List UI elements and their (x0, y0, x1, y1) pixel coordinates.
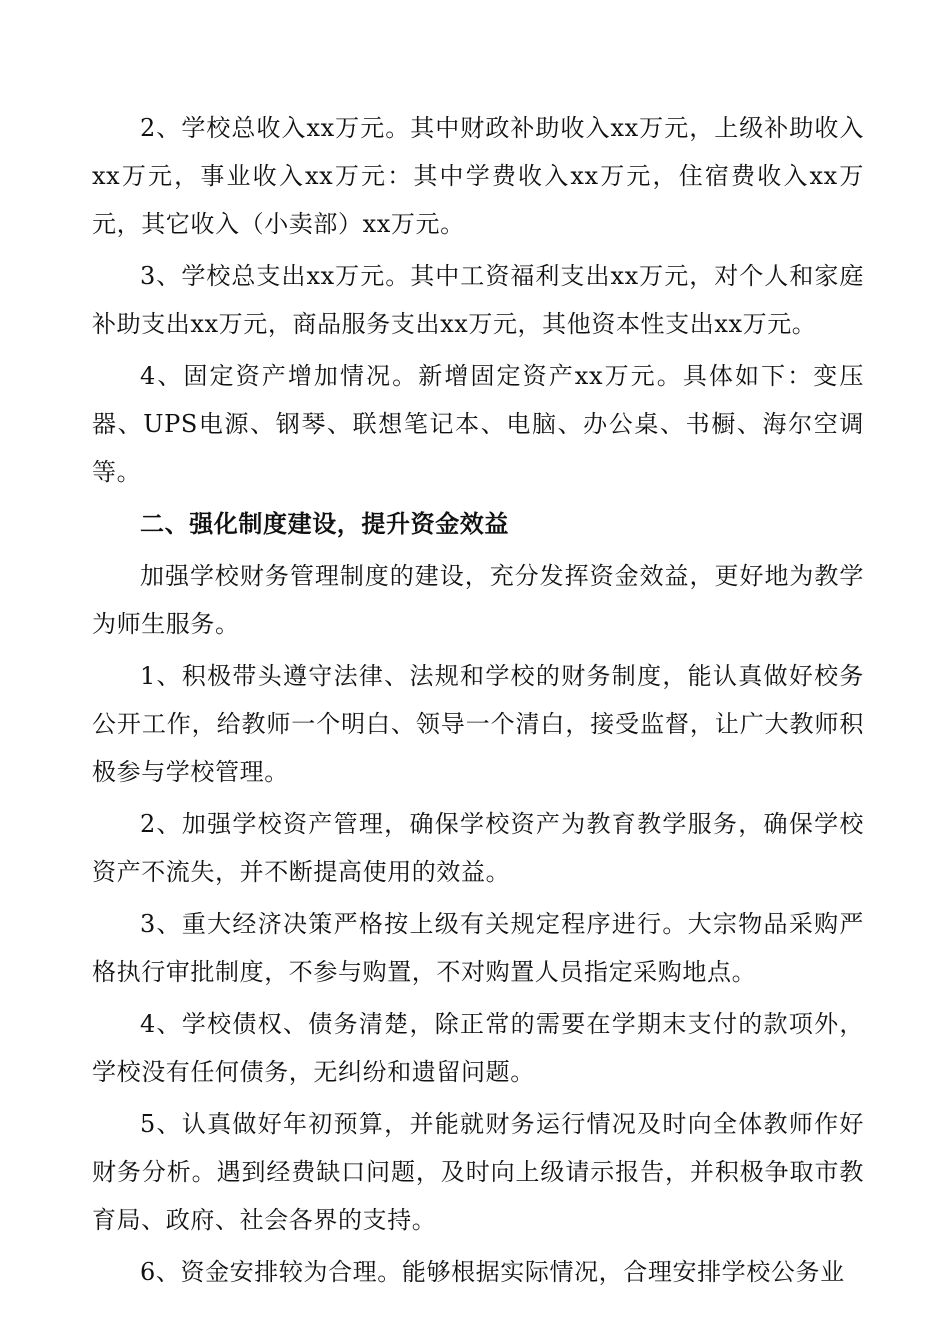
paragraph-total-expenditure: 3、学校总支出xx万元。其中工资福利支出xx万元，对个人和家庭补助支出xx万元，商品服务支出xx万元，其他资本性支出xx万元。 (92, 262, 864, 338)
paragraph-item-1: 1、积极带头遵守法律、法规和学校的财务制度，能认真做好校务公开工作，给教师一个明白、领导一个清白，接受监督，让广大教师积极参与学校管理。 (92, 662, 864, 786)
paragraph-item-4: 4、学校债权、债务清楚，除正常的需要在学期末支付的款项外，学校没有任何债务，无纠纷和遗留问题。 (92, 1010, 864, 1086)
section-heading: 二、强化制度建设，提升资金效益 (140, 510, 509, 538)
paragraph-section-intro: 加强学校财务管理制度的建设，充分发挥资金效益，更好地为教学为师生服务。 (92, 562, 864, 638)
paragraph-item-6: 6、资金安排较为合理。能够根据实际情况，合理安排学校公务业 (140, 1258, 845, 1286)
paragraph-item-3: 3、重大经济决策严格按上级有关规定程序进行。大宗物品采购严格执行审批制度，不参与购置，不对购置人员指定采购地点。 (92, 910, 864, 986)
paragraph-fixed-assets: 4、固定资产增加情况。新增固定资产xx万元。具体如下：变压器、UPS电源、钢琴、联想笔记本、电脑、办公桌、书橱、海尔空调等。 (92, 362, 864, 486)
paragraph-total-income: 2、学校总收入xx万元。其中财政补助收入xx万元，上级补助收入xx万元，事业收入xx万元：其中学费收入xx万元，住宿费收入xx万元，其它收入（小卖部）xx万元。 (92, 114, 864, 238)
paragraph-item-5: 5、认真做好年初预算，并能就财务运行情况及时向全体教师作好财务分析。遇到经费缺口问题，及时向上级请示报告，并积极争取市教育局、政府、社会各界的支持。 (92, 1110, 864, 1234)
paragraph-item-2: 2、加强学校资产管理，确保学校资产为教育教学服务，确保学校资产不流失，并不断提高使用的效益。 (92, 810, 864, 886)
document-body (92, 104, 864, 1300)
